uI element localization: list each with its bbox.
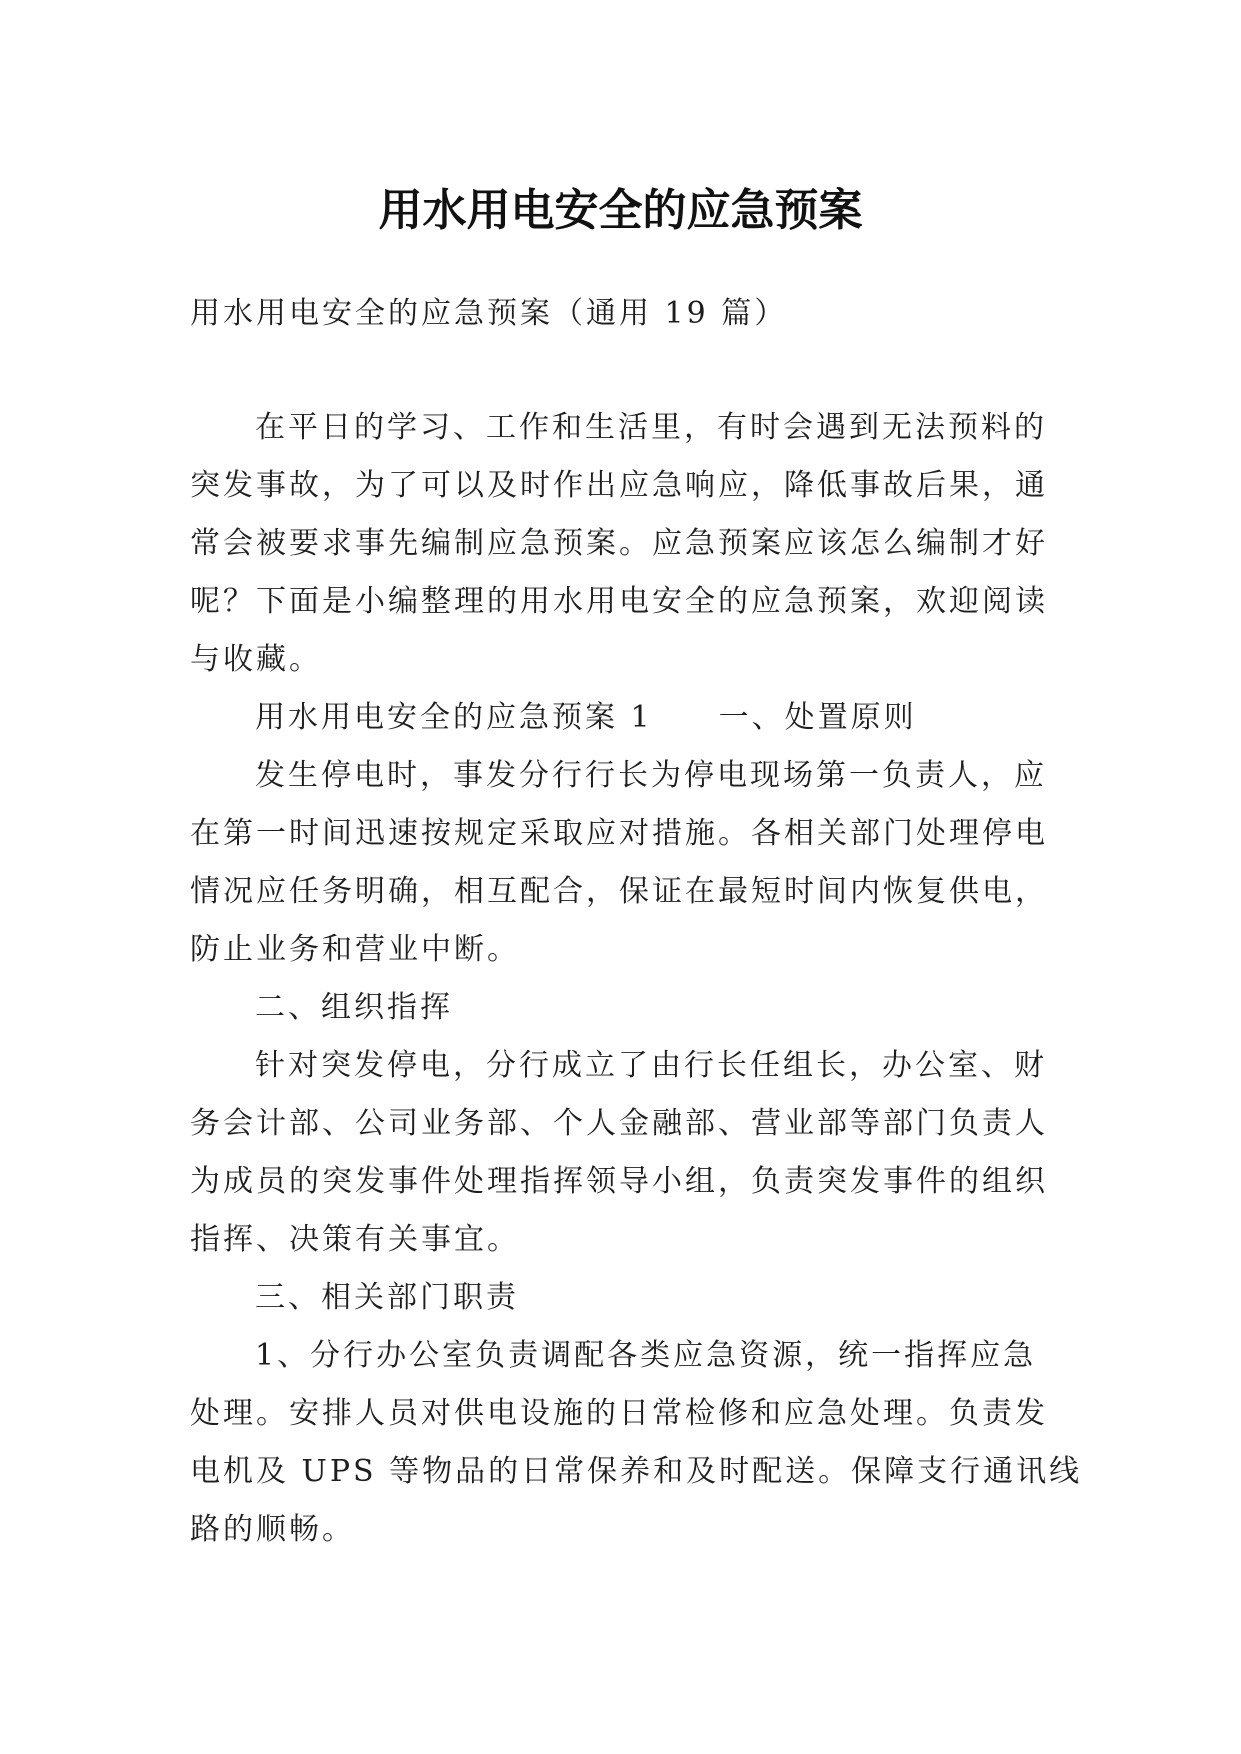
paragraph-intro-line-5: 与收藏。: [190, 642, 322, 677]
section-heading-1: 用水用电安全的应急预案 1 一、处置原则: [255, 700, 917, 735]
paragraph-duties-line-2: 处理。安排人员对供电设施的日常检修和应急处理。负责发: [190, 1396, 1048, 1431]
paragraph-duties-line-3: 电机及 UPS 等物品的日常保养和及时配送。保障支行通讯线: [190, 1454, 1083, 1489]
paragraph-command-line-1: 针对突发停电，分行成立了由行长任组长，办公室、财: [255, 1048, 1047, 1083]
paragraph-principle-line-2: 在第一时间迅速按规定采取应对措施。各相关部门处理停电: [190, 816, 1048, 851]
paragraph-command-line-4: 指挥、决策有关事宜。: [190, 1222, 520, 1257]
paragraph-command-line-2: 务会计部、公司业务部、个人金融部、营业部等部门负责人: [190, 1106, 1048, 1141]
paragraph-duties-line-1: 1、分行办公室负责调配各类应急资源，统一指挥应急: [255, 1338, 1037, 1373]
section-heading-2: 二、组织指挥: [255, 990, 453, 1025]
paragraph-intro-line-1: 在平日的学习、工作和生活里，有时会遇到无法预料的: [255, 410, 1047, 445]
paragraph-intro-line-3: 常会被要求事先编制应急预案。应急预案应该怎么编制才好: [190, 526, 1048, 561]
paragraph-principle-line-3: 情况应任务明确，相互配合，保证在最短时间内恢复供电，: [190, 874, 1048, 909]
document-subtitle: 用水用电安全的应急预案（通用 19 篇）: [190, 296, 788, 331]
paragraph-principle-line-4: 防止业务和营业中断。: [190, 932, 520, 967]
paragraph-intro-line-2: 突发事故，为了可以及时作出应急响应，降低事故后果，通: [190, 468, 1048, 503]
paragraph-principle-line-1: 发生停电时，事发分行行长为停电现场第一负责人，应: [255, 758, 1047, 793]
section-heading-3: 三、相关部门职责: [255, 1280, 519, 1315]
paragraph-duties-line-4: 路的顺畅。: [190, 1512, 355, 1547]
paragraph-command-line-3: 为成员的突发事件处理指挥领导小组，负责突发事件的组织: [190, 1164, 1048, 1199]
paragraph-intro-line-4: 呢？下面是小编整理的用水用电安全的应急预案，欢迎阅读: [190, 584, 1048, 619]
document-title: 用水用电安全的应急预案: [378, 185, 863, 237]
